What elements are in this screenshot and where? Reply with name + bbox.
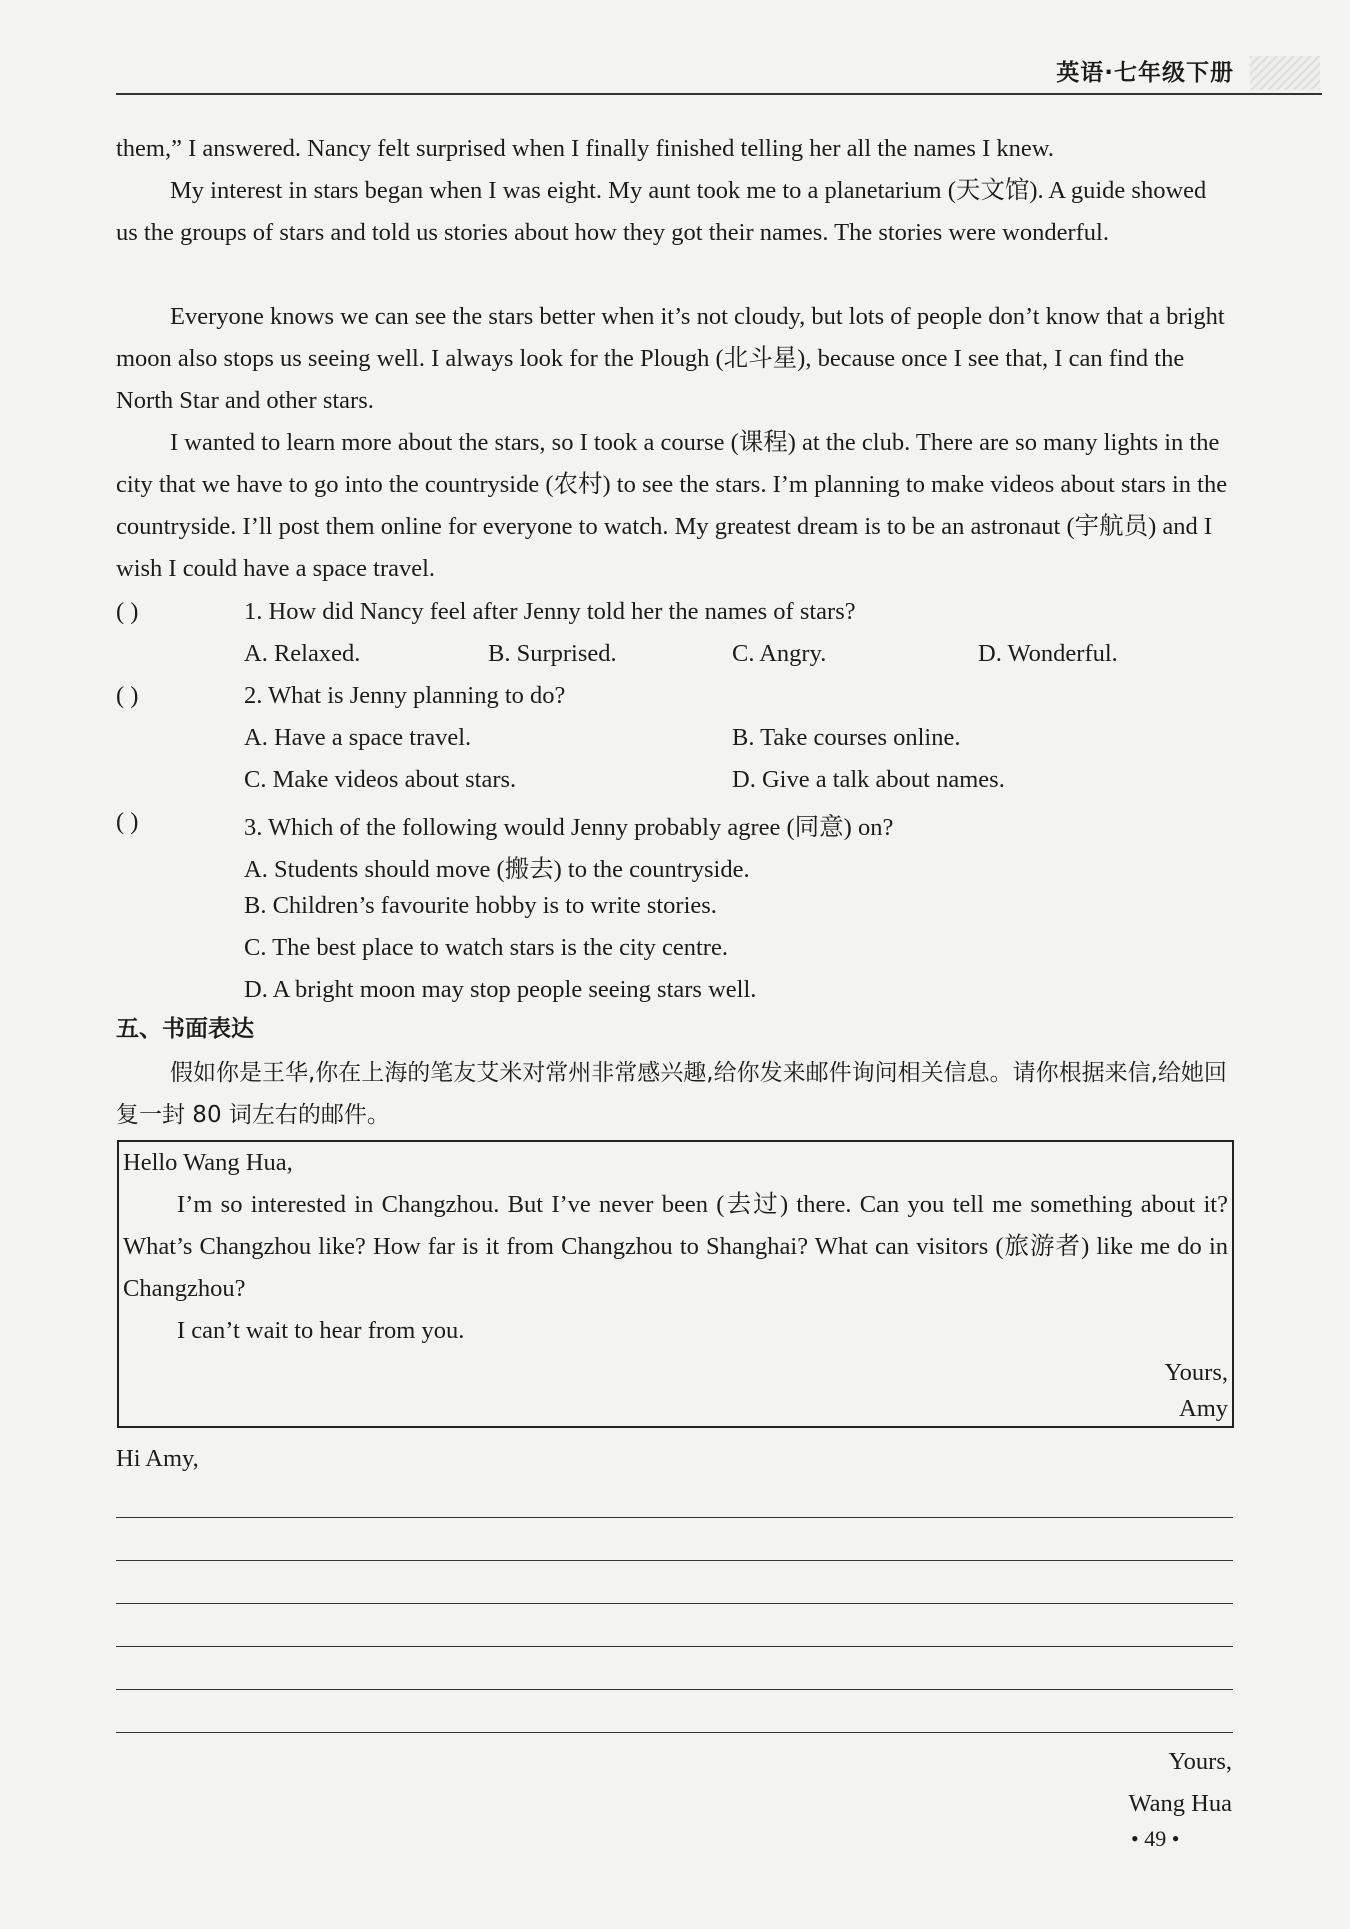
page-number: • 49 • bbox=[1131, 1826, 1180, 1851]
q2-option-a[interactable]: A. Have a space travel. bbox=[244, 724, 472, 751]
q2-option-c[interactable]: C. Make videos about stars. bbox=[244, 766, 517, 793]
q1-option-b[interactable]: B. Surprised. bbox=[488, 640, 617, 667]
header-decoration bbox=[1250, 56, 1320, 90]
q3-option-d[interactable]: D. A bright moon may stop people seeing stars well. bbox=[244, 976, 757, 1003]
passage-text-2: Everyone knows we can see the stars better when it’s not cloudy, but lots of people don’t know that a bright moon also stops us seeing well. I always look for the Plough (北斗星), because once I see that, I can find the North Star and other stars. bbox=[116, 303, 1225, 414]
writing-prompt bbox=[116, 1052, 1233, 1136]
q2-option-d[interactable]: D. Give a talk about names. bbox=[732, 766, 1005, 793]
q3-option-b[interactable]: B. Children’s favourite hobby is to write stories. bbox=[244, 892, 717, 919]
passage-line-0: them,” I answered. Nancy felt surprised when I finally finished telling her all the names I knew. bbox=[116, 135, 1054, 162]
letter-box bbox=[117, 1140, 1234, 1428]
reply-sign-off: Yours, bbox=[1168, 1748, 1232, 1775]
letter-body-text: I’m so interested in Changzhou. But I’ve never been (去过) there. Can you tell me something about it? What’s Changzhou like? How far is it from Changzhou to Shanghai? What can visitors (旅游者) like me do in Changzhou? bbox=[123, 1191, 1228, 1302]
q1-option-a[interactable]: A. Relaxed. bbox=[244, 640, 361, 667]
writing-prompt-text: 假如你是王华,你在上海的笔友艾米对常州非常感兴趣,给你发来邮件询问相关信息。请你根据来信,给她回复一封 80 词左右的邮件。 bbox=[116, 1060, 1227, 1128]
letter-greeting: Hello Wang Hua, bbox=[123, 1149, 293, 1176]
answer-blank-3[interactable]: ( ) bbox=[116, 808, 139, 835]
writing-line[interactable] bbox=[116, 1560, 1233, 1561]
passage-paragraph-3 bbox=[116, 422, 1233, 590]
question-3-stem: 3. Which of the following would Jenny probably agree (同意) on? bbox=[244, 814, 894, 841]
letter-sign-off: Yours, bbox=[1164, 1359, 1228, 1386]
writing-line[interactable] bbox=[116, 1732, 1233, 1733]
page-header-title: 英语·七年级下册 bbox=[1056, 60, 1234, 86]
reply-greeting: Hi Amy, bbox=[116, 1445, 199, 1472]
q3-option-c[interactable]: C. The best place to watch stars is the city centre. bbox=[244, 934, 728, 961]
writing-line[interactable] bbox=[116, 1517, 1233, 1518]
q1-option-d[interactable]: D. Wonderful. bbox=[978, 640, 1118, 667]
question-2-stem: 2. What is Jenny planning to do? bbox=[244, 682, 566, 709]
letter-body bbox=[123, 1184, 1228, 1310]
letter-signature: Amy bbox=[1179, 1395, 1228, 1422]
section-title-writing: 五、书面表达 bbox=[116, 1016, 254, 1042]
q3-option-a[interactable]: A. Students should move (搬去) to the countryside. bbox=[244, 856, 750, 883]
reply-signature: Wang Hua bbox=[1128, 1790, 1232, 1817]
writing-line[interactable] bbox=[116, 1689, 1233, 1690]
header-rule bbox=[116, 93, 1322, 95]
answer-blank-1[interactable]: ( ) bbox=[116, 598, 139, 625]
passage-paragraph-1 bbox=[116, 170, 1233, 254]
writing-line[interactable] bbox=[116, 1646, 1233, 1647]
passage-text-1: My interest in stars began when I was eight. My aunt took me to a planetarium (天文馆). A guide showed us the groups of stars and told us stories about how they got their names. The stories were wonderful. bbox=[116, 177, 1207, 246]
q2-option-b[interactable]: B. Take courses online. bbox=[732, 724, 961, 751]
writing-line[interactable] bbox=[116, 1603, 1233, 1604]
letter-closing-line: I can’t wait to hear from you. bbox=[177, 1317, 465, 1344]
q1-option-c[interactable]: C. Angry. bbox=[732, 640, 827, 667]
passage-text-3: I wanted to learn more about the stars, so I took a course (课程) at the club. There are so many lights in the city that we have to go into the countryside (农村) to see the stars. I’m planning to make videos about stars in the countryside. I’ll post them online for everyone to watch. My greatest dream is to be an astronaut (宇航员) and I wish I could have a space travel. bbox=[116, 429, 1228, 582]
answer-blank-2[interactable]: ( ) bbox=[116, 682, 139, 709]
question-1-stem: 1. How did Nancy feel after Jenny told her the names of stars? bbox=[244, 598, 856, 625]
passage-paragraph-2 bbox=[116, 296, 1233, 422]
